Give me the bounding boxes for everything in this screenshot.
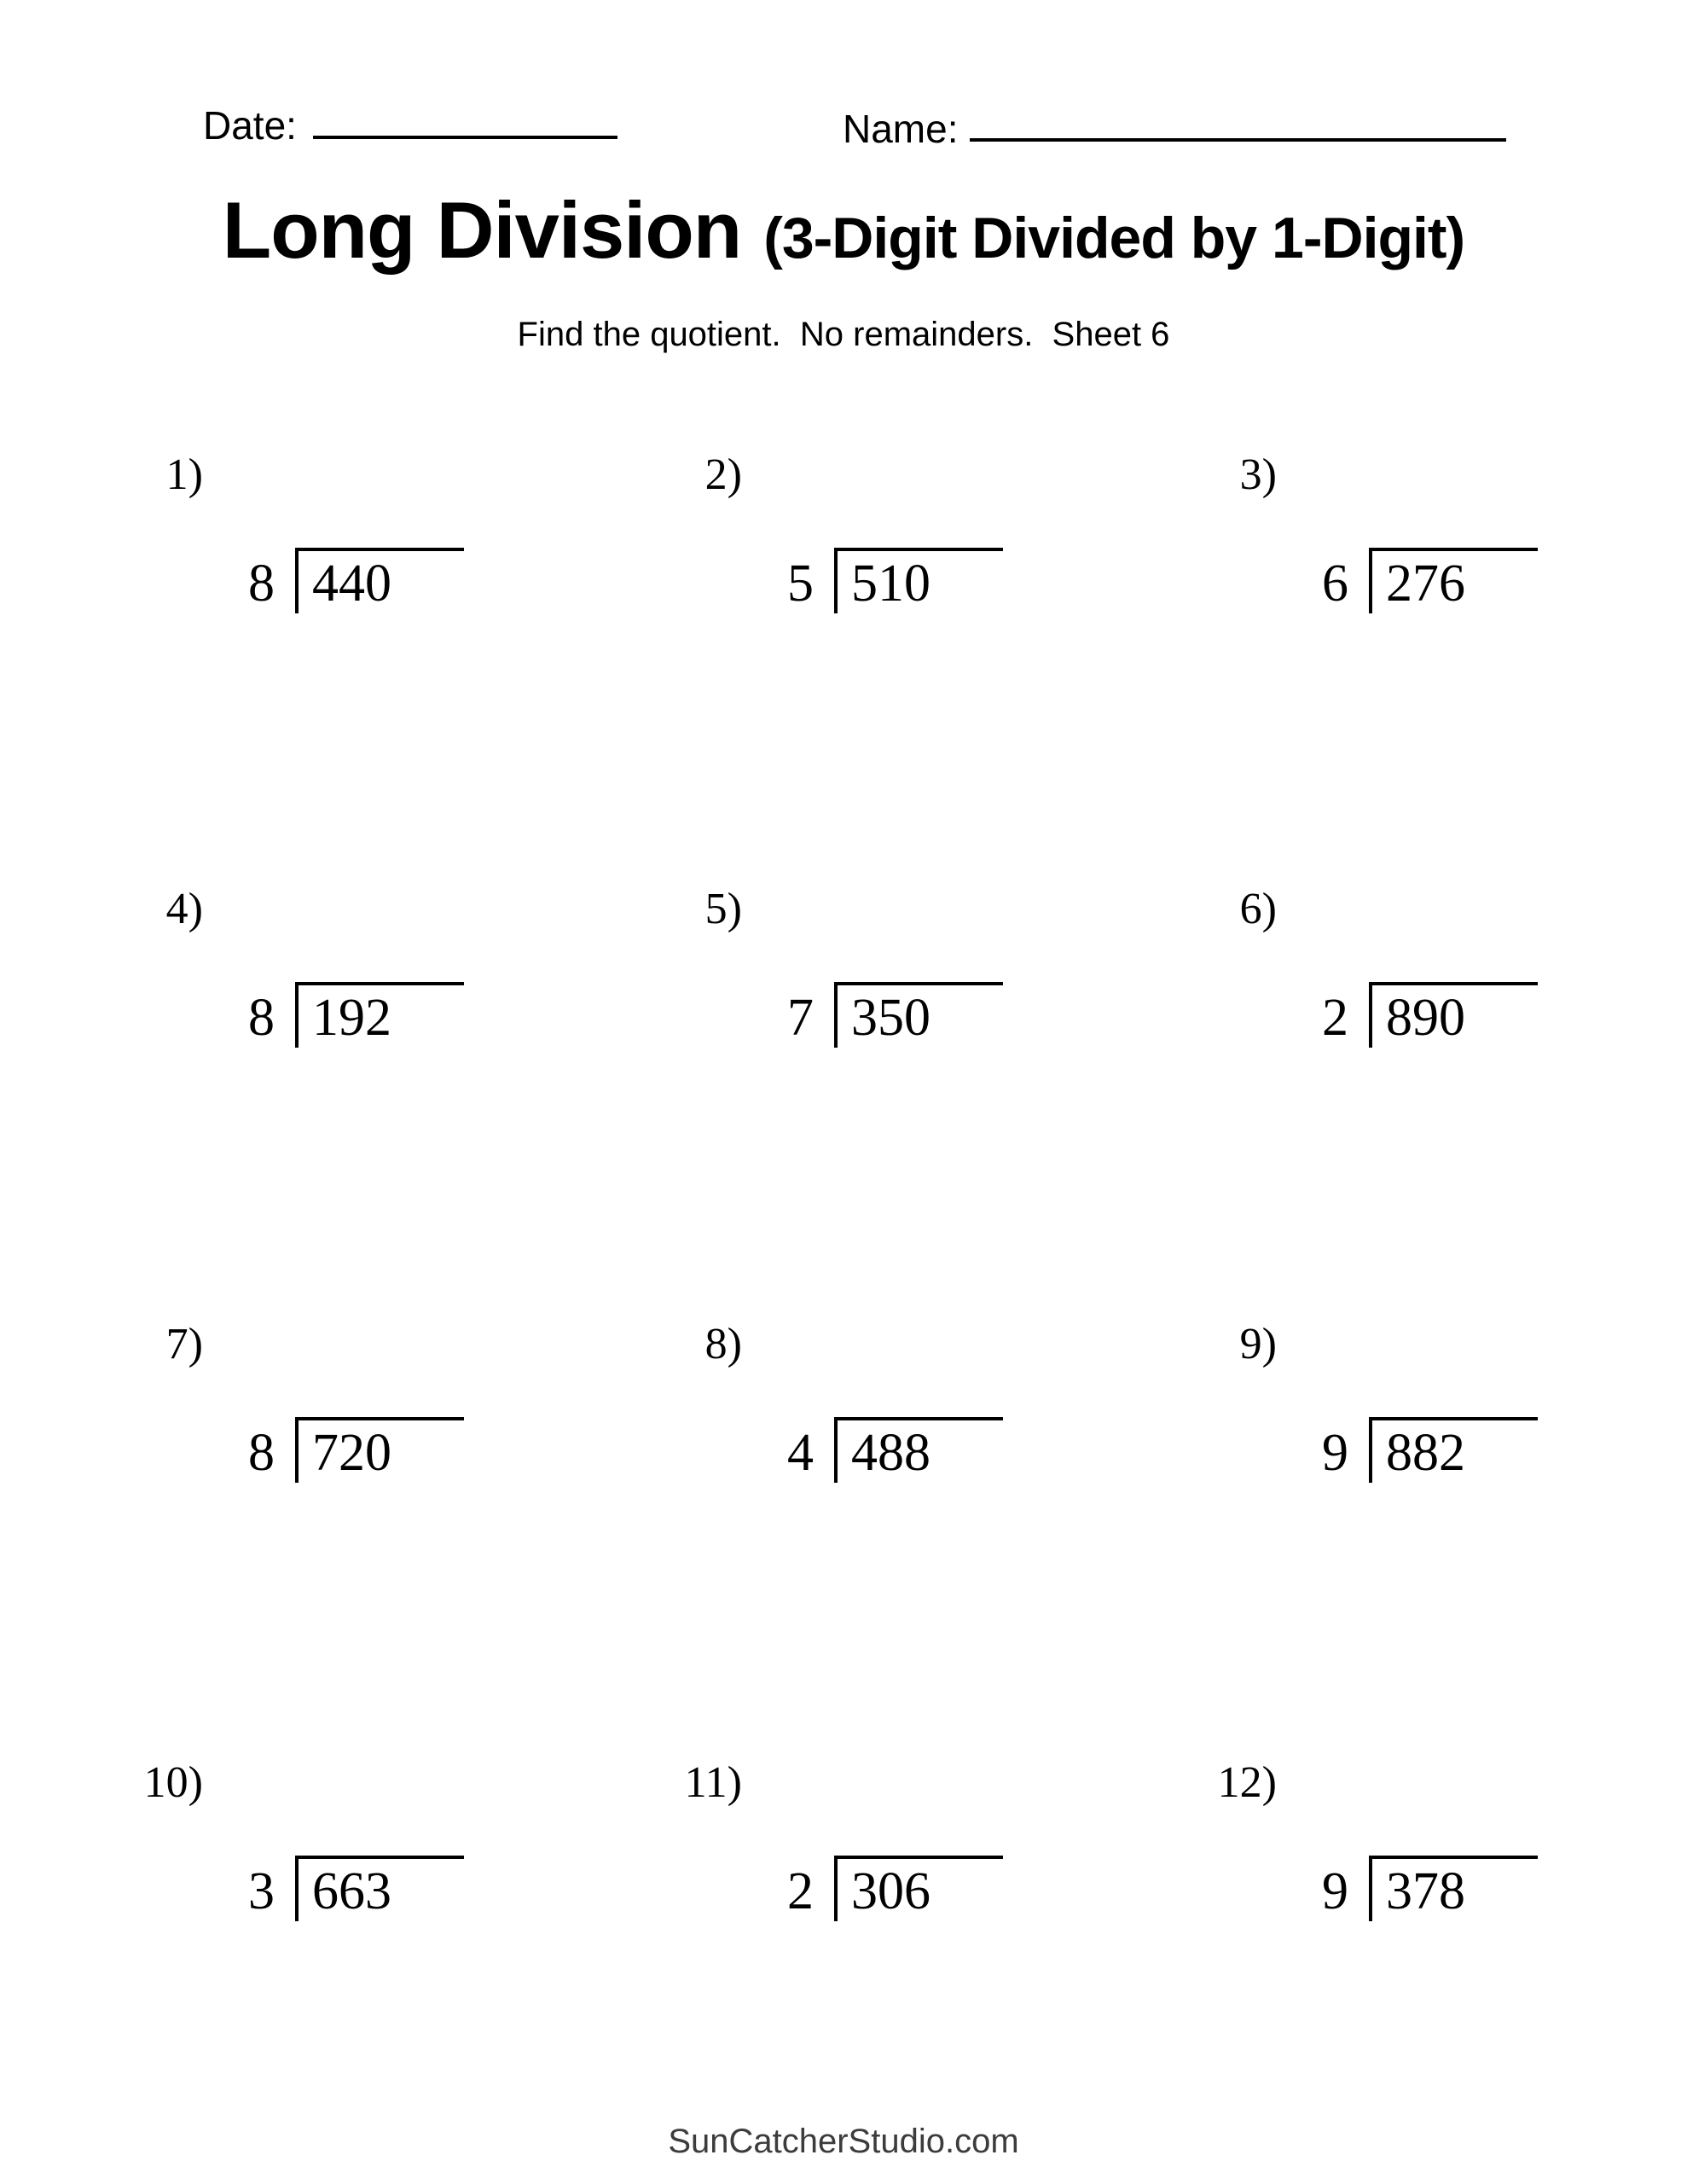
divisor: 8 bbox=[248, 555, 275, 613]
dividend: 192 bbox=[312, 989, 391, 1047]
dividend: 720 bbox=[312, 1424, 391, 1482]
problem-number: 1) bbox=[165, 450, 203, 499]
dividend: 306 bbox=[851, 1862, 930, 1920]
problem-number: 3) bbox=[1239, 450, 1277, 499]
divisor: 4 bbox=[787, 1424, 814, 1482]
division-bracket bbox=[295, 982, 464, 1048]
worksheet-title bbox=[0, 185, 1687, 275]
divisor: 9 bbox=[1322, 1424, 1348, 1482]
divisor: 7 bbox=[787, 989, 814, 1047]
divisor: 8 bbox=[248, 1424, 275, 1482]
division-bracket bbox=[1369, 1417, 1538, 1483]
dividend: 882 bbox=[1386, 1424, 1465, 1482]
dividend: 350 bbox=[851, 989, 930, 1047]
divisor: 5 bbox=[787, 555, 814, 613]
division-bracket bbox=[295, 548, 464, 613]
divisor: 6 bbox=[1322, 555, 1348, 613]
divisor: 3 bbox=[248, 1862, 275, 1920]
dividend: 890 bbox=[1386, 989, 1465, 1047]
title-qualifier: (3-Digit Divided by 1-Digit) bbox=[763, 206, 1465, 270]
worksheet-instructions: Find the quotient. No remainders. Sheet 6 bbox=[517, 316, 1170, 353]
division-bracket bbox=[834, 1856, 1003, 1921]
dividend: 276 bbox=[1386, 555, 1465, 613]
problem-number: 2) bbox=[704, 450, 742, 499]
divisor: 2 bbox=[1322, 989, 1348, 1047]
division-bracket bbox=[1369, 548, 1538, 613]
problem-number: 12) bbox=[1217, 1758, 1277, 1807]
problem-number: 9) bbox=[1239, 1320, 1277, 1368]
division-bracket bbox=[834, 548, 1003, 613]
date-label: Date: bbox=[203, 103, 297, 148]
dividend: 510 bbox=[851, 555, 930, 613]
dividend: 378 bbox=[1386, 1862, 1465, 1920]
division-bracket bbox=[1369, 982, 1538, 1048]
divisor: 9 bbox=[1322, 1862, 1348, 1920]
problem-number: 6) bbox=[1239, 885, 1277, 933]
name-label: Name: bbox=[843, 107, 959, 151]
division-bracket bbox=[834, 982, 1003, 1048]
problem-number: 7) bbox=[165, 1320, 203, 1368]
dividend: 440 bbox=[312, 555, 391, 613]
date-blank-line bbox=[313, 136, 617, 139]
dividend: 488 bbox=[851, 1424, 930, 1482]
problem-number: 10) bbox=[143, 1758, 203, 1807]
divisor: 2 bbox=[787, 1862, 814, 1920]
division-bracket bbox=[1369, 1856, 1538, 1921]
divisor: 8 bbox=[248, 989, 275, 1047]
site-credit: SunCatcherStudio.com bbox=[668, 2123, 1019, 2160]
dividend: 663 bbox=[312, 1862, 391, 1920]
problem-number: 4) bbox=[165, 885, 203, 933]
name-blank-line bbox=[970, 138, 1506, 142]
division-bracket bbox=[295, 1417, 464, 1483]
problem-number: 8) bbox=[704, 1320, 742, 1368]
title-main: Long Division bbox=[222, 185, 742, 275]
division-bracket bbox=[295, 1856, 464, 1921]
division-bracket bbox=[834, 1417, 1003, 1483]
problem-number: 11) bbox=[684, 1758, 742, 1807]
problem-number: 5) bbox=[704, 885, 742, 933]
